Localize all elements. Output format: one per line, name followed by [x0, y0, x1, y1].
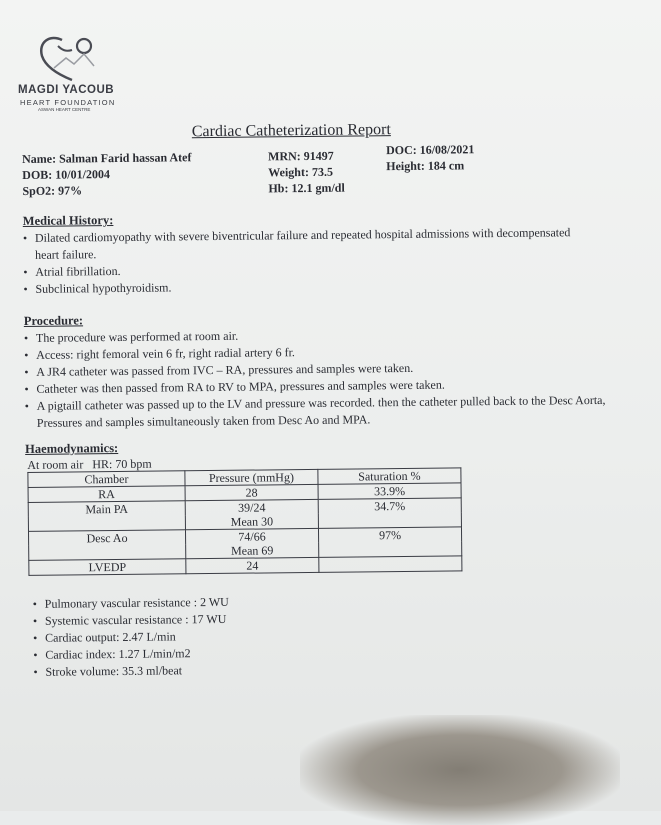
table-cell: 74/66: [185, 528, 318, 544]
table-row: [29, 556, 462, 576]
list-item: • Pulmonary vascular resistance : 2 WU: [33, 592, 433, 613]
list-item: • Catheter was then passed from RA to RV to MPA, pressures and samples were taken.: [24, 375, 636, 398]
procedure-heading: Procedure:: [23, 313, 84, 328]
list-item: • The procedure was performed at room air.: [24, 324, 636, 347]
table-cell: [319, 556, 462, 572]
medical-history-heading: Medical History:: [22, 213, 114, 228]
table-cell: 34.7%: [318, 498, 461, 514]
shadow-stain: [300, 715, 620, 825]
patient-mrn: MRN: 91497: [268, 148, 334, 164]
procedure-list: [24, 324, 637, 432]
patient-hb: Hb: 12.1 gm/dl: [268, 180, 345, 196]
heart-rate: HR: 70 bpm: [92, 456, 152, 472]
list-item: • Stroke volume: 35.3 ml/beat: [33, 660, 433, 681]
table-cell: LVEDP: [29, 559, 186, 576]
logo-subtitle-small: ASWAN HEART CENTRE: [38, 107, 91, 112]
list-item: • Subclinical hypothyroidism.: [23, 275, 583, 298]
table-cell: Main PA: [28, 501, 185, 517]
list-item: • A pigtaill catheter was passed up to the LV and pressure was recorded. then the catheter pulled back to the Desc Aorta, Pressures and samples simultaneously taken from Desc Ao and MPA.: [25, 392, 637, 432]
patient-height: Height: 184 cm: [386, 158, 465, 174]
haemodynamics-table: [27, 467, 462, 576]
medical-history-list: [23, 224, 584, 298]
table-cell: Mean 30: [185, 514, 318, 530]
patient-dob: DOB: 10/01/2004: [22, 167, 111, 182]
table-cell: 39/24: [185, 499, 318, 515]
table-cell: [318, 512, 461, 528]
report-title: Cardiac Catheterization Report: [191, 121, 391, 141]
haemodynamics-results: [33, 592, 434, 681]
logo-name: MAGDI YACOUB: [18, 84, 115, 96]
table-cell: Desc Ao: [28, 530, 185, 546]
list-item: • Cardiac output: 2.47 L/min: [33, 626, 433, 647]
list-item: • A JR4 catheter was passed from IVC – RA, pressures and samples were taken.: [24, 358, 636, 381]
logo-subtitle: HEART FOUNDATION: [20, 98, 116, 107]
table-cell: 97%: [318, 527, 461, 543]
list-item: • Dilated cardiomyopathy with severe biventricular failure and repeated hospital admissions with decompensated heart failure.: [23, 224, 583, 264]
table-cell: Mean 69: [186, 543, 319, 559]
column-header: Saturation %: [318, 468, 461, 484]
patient-spo2: SpO2: 97%: [22, 183, 83, 198]
table-cell: 33.9%: [318, 483, 461, 499]
column-header: Pressure (mmHg): [185, 469, 318, 485]
report-date: DOC: 16/08/2021: [385, 142, 475, 158]
room-air-label: At room air: [27, 457, 84, 472]
list-item: • Cardiac index: 1.27 L/min/m2: [33, 643, 433, 664]
column-header: Chamber: [28, 471, 185, 488]
table-cell: [29, 544, 186, 560]
table-cell: 24: [186, 557, 319, 573]
list-item: • Systemic vascular resistance : 17 WU: [33, 609, 433, 630]
table-cell: [319, 541, 462, 557]
patient-weight: Weight: 73.5: [268, 164, 333, 180]
list-item: • Atrial fibrillation.: [23, 258, 583, 281]
haemodynamics-heading: Haemodynamics:: [25, 440, 119, 456]
table-cell: [28, 515, 185, 531]
table-cell: 28: [185, 484, 318, 500]
list-item: • Access: right femoral vein 6 fr, right radial artery 6 fr.: [24, 341, 636, 364]
table-cell: RA: [28, 486, 185, 503]
patient-name: Name: Salman Farid hassan Atef: [22, 150, 192, 166]
